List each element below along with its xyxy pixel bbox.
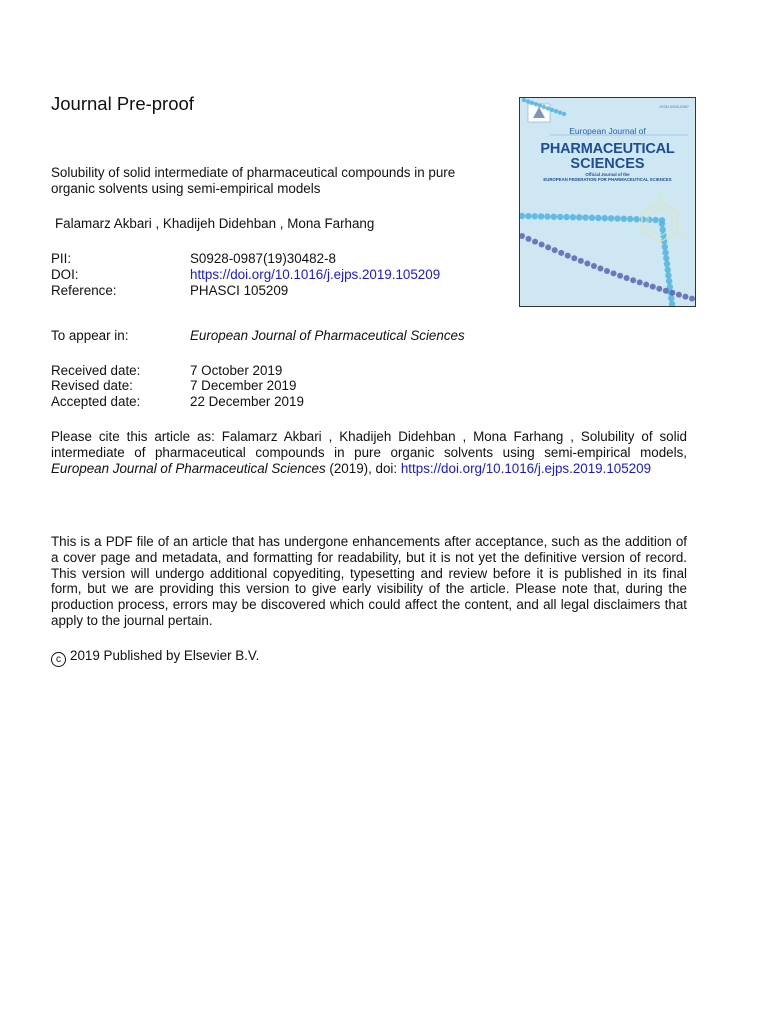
cover-title-line2: SCIENCES	[570, 156, 645, 172]
cover-bead-icon	[608, 215, 614, 221]
cover-bead-icon	[602, 215, 608, 221]
cover-bead-icon	[522, 98, 526, 102]
cover-bead-icon	[532, 213, 538, 219]
cover-bead-icon	[526, 236, 532, 242]
cover-bead-icon	[589, 215, 595, 221]
reference-value: PHASCI 105209	[190, 283, 289, 298]
cover-bead-icon	[659, 221, 665, 227]
cover-subtitle-line1: Official Journal of the	[585, 172, 630, 177]
cover-bead-icon	[538, 103, 542, 107]
cover-bead-icon	[676, 292, 682, 298]
cover-bead-icon	[551, 214, 557, 220]
cover-bead-icon	[664, 261, 670, 267]
cover-bead-icon	[669, 290, 675, 296]
cover-bead-icon	[582, 214, 588, 220]
citation-journal: European Journal of Pharmaceutical Sciences	[51, 461, 326, 476]
received-value: 7 October 2019	[190, 363, 283, 378]
cover-bead-icon	[576, 214, 582, 220]
revised-value: 7 December 2019	[190, 378, 297, 393]
cover-bead-icon	[584, 261, 590, 267]
cover-bead-icon	[604, 268, 610, 274]
cover-bead-icon	[545, 244, 551, 250]
cover-bead-icon	[558, 110, 562, 114]
cover-journal-top-line: European Journal of	[569, 126, 646, 136]
cover-bead-icon	[570, 214, 576, 220]
cover-title-line1: PHARMACEUTICAL	[540, 141, 675, 157]
cover-issn: ISSN 0928-0987	[659, 104, 689, 109]
cover-bead-icon	[554, 109, 558, 113]
cover-subtitle-line2: EUROPEAN FEDERATION FOR PHARMACEUTICAL SCIENCES	[543, 177, 672, 182]
cover-bead-icon	[591, 263, 597, 269]
preproof-notice: This is a PDF file of an article that has undergone enhancements after acceptance, such as the addition of a cover page and metadata, and formatting for readability, but it is not yet the definitive version of record. This version will undergo additional copyediting, typesetting and review before it is published in its final form, but we are providing this version to give early visibility of the article. Please note that, during the production process, errors may be discovered which could affect the content, and all legal disclaimers that apply to the journal pertain.	[51, 534, 687, 628]
journal-label: Journal Pre-proof	[51, 93, 194, 114]
copyright-text: 2019 Published by Elsevier B.V.	[70, 648, 260, 663]
cover-bead-icon	[544, 213, 550, 219]
cover-bead-icon	[550, 108, 554, 112]
cover-bead-icon	[614, 215, 620, 221]
cover-bead-icon	[595, 215, 601, 221]
cover-bead-icon	[665, 267, 671, 273]
cover-bead-icon	[627, 216, 633, 222]
cover-bead-icon	[643, 282, 649, 288]
cover-bead-icon	[624, 275, 630, 281]
cover-bead-icon	[558, 250, 564, 256]
cover-bead-icon	[662, 244, 668, 250]
cover-bead-icon	[525, 213, 531, 219]
cover-bead-icon	[552, 247, 558, 253]
received-label: Received date:	[51, 363, 141, 378]
cover-bead-icon	[562, 112, 566, 116]
cover-bead-icon	[689, 296, 695, 302]
cover-bead-icon	[662, 249, 668, 255]
reference-label: Reference:	[51, 283, 117, 298]
cover-bead-icon	[663, 255, 669, 261]
cover-bead-icon	[668, 295, 674, 301]
citation-year-doi: (2019), doi:	[325, 461, 401, 476]
cover-bead-icon	[526, 99, 530, 103]
cover-bead-icon	[557, 214, 563, 220]
pii-label: PII:	[51, 251, 72, 266]
copyright-icon: c	[51, 652, 66, 667]
article-title: Solubility of solid intermediate of pharmaceutical compounds in pure organic solvents using semi-empirical models	[51, 165, 456, 196]
cover-bead-icon	[646, 217, 652, 223]
cover-bead-icon	[663, 288, 669, 294]
revised-label: Revised date:	[51, 378, 133, 393]
accepted-label: Accepted date:	[51, 394, 141, 409]
cover-bead-icon	[637, 279, 643, 285]
article-authors: Falamarz Akbari , Khadijeh Didehban , Mona Farhang	[55, 216, 375, 231]
cover-bead-icon	[666, 278, 672, 284]
cover-bead-icon	[571, 255, 577, 261]
citation-doi-link[interactable]: https://doi.org/10.1016/j.ejps.2019.105209	[400, 461, 652, 476]
cover-bead-icon	[532, 239, 538, 245]
cover-bead-icon	[565, 253, 571, 259]
citation-paragraph	[51, 429, 687, 477]
cover-bead-icon	[650, 284, 656, 290]
doi-label: DOI:	[51, 267, 79, 282]
cover-bead-icon	[633, 216, 639, 222]
cover-bead-icon	[530, 101, 534, 105]
cover-bead-icon	[630, 277, 636, 283]
cover-bead-icon	[534, 102, 538, 106]
appear-value: European Journal of Pharmaceutical Sciences	[190, 328, 465, 343]
cover-bead-icon	[611, 270, 617, 276]
journal-cover-image	[519, 97, 696, 307]
cover-bead-icon	[538, 213, 544, 219]
cover-bead-icon	[563, 214, 569, 220]
cover-bead-icon	[656, 286, 662, 292]
cover-bead-icon	[682, 294, 688, 300]
accepted-value: 22 December 2019	[190, 394, 304, 409]
cover-bead-icon	[621, 216, 627, 222]
appear-label: To appear in:	[51, 328, 129, 343]
cover-bead-icon	[652, 217, 658, 223]
copyright-line	[51, 648, 259, 667]
cover-bead-icon	[665, 272, 671, 278]
pii-value: S0928-0987(19)30482-8	[190, 251, 336, 266]
cover-bead-icon	[546, 106, 550, 110]
citation-lead: Please cite this article as: Falamarz Akbari , Khadijeh Didehban , Mona Farhang , Solubility of solid intermediate of pharmaceutical compounds in pure organic solvents using semi-empirical models,	[51, 429, 687, 460]
cover-bead-icon	[617, 273, 623, 279]
cover-bead-icon	[542, 105, 546, 109]
cover-bead-icon	[539, 242, 545, 248]
cover-bead-icon	[660, 227, 666, 233]
cover-bead-icon	[640, 216, 646, 222]
cover-bead-icon	[578, 258, 584, 264]
cover-bead-icon	[597, 266, 603, 272]
doi-link[interactable]: https://doi.org/10.1016/j.ejps.2019.105209	[190, 267, 441, 282]
